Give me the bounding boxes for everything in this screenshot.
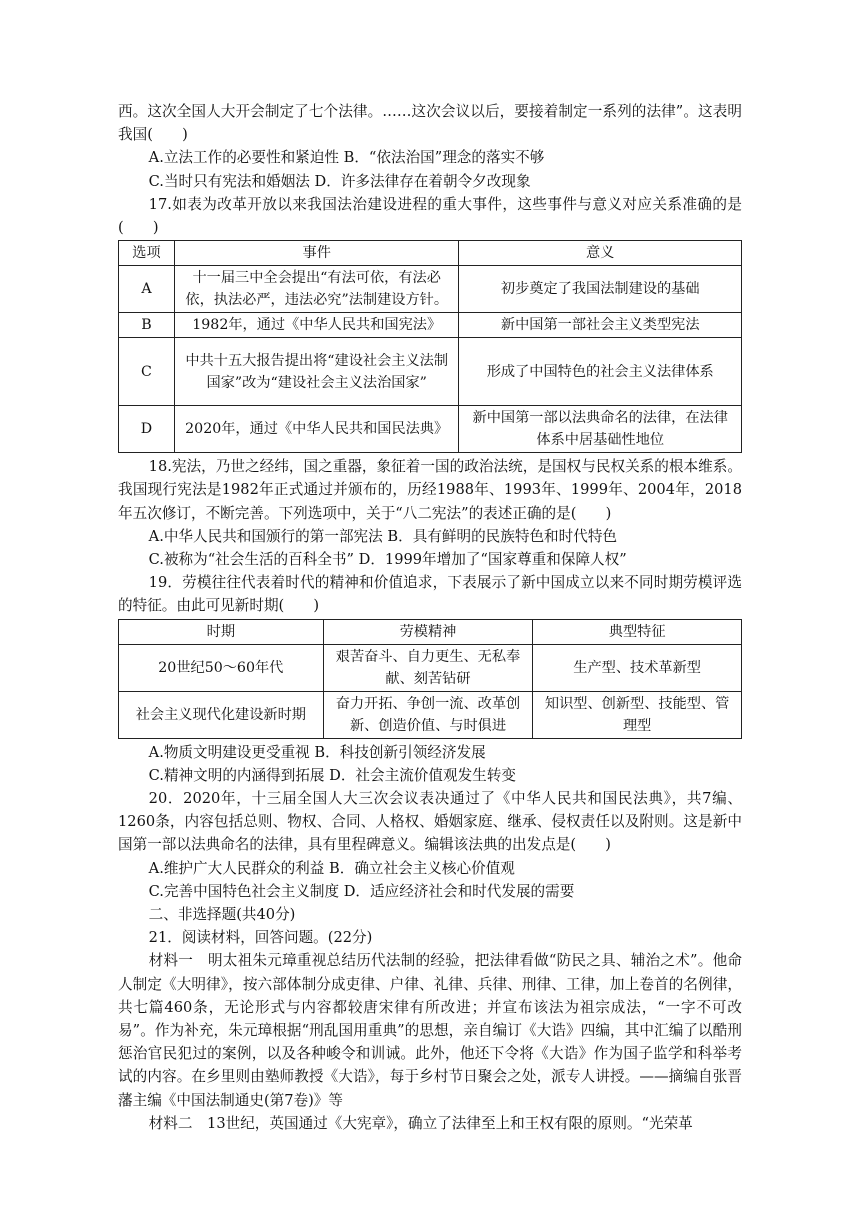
table-cell-spirit: 艰苦奋斗、自力更生、无私奉献、刻苦钻研 bbox=[323, 644, 533, 691]
q21-stem: 21．阅读材料，回答问题。(22分) bbox=[148, 929, 373, 947]
q20-stem: 20．2020年，十三届全国人大三次会议表决通过了《中华人民共和国民法典》，共7编、1260条，内容包括总则、物权、合同、人格权、婚姻家庭、继承、侵权责任以及附则。这是新中国第一部以法典命名的法律，具有里程碑意义。编辑该法典的出发点是( ) bbox=[118, 790, 742, 854]
table-row bbox=[119, 644, 742, 691]
q20-options-cd: C.完善中国特色社会主义制度 D．适应经济社会和时代发展的需要 bbox=[148, 882, 575, 900]
table-row bbox=[119, 266, 742, 313]
table-row bbox=[119, 406, 742, 453]
table-cell-option: C bbox=[119, 338, 175, 406]
table-cell-event: 1982年，通过《中华人民共和国宪法》 bbox=[174, 313, 459, 338]
q19-stem: 19．劳模往往代表着时代的精神和价值追求，下表展示了新中国成立以来不同时期劳模评选的特征。由此可见新时期( ) bbox=[118, 574, 742, 615]
q19-options-ab: A.物质文明建设更受重视 B．科技创新引领经济发展 bbox=[148, 743, 486, 761]
q18-options-ab: A.中华人民共和国颁行的第一部宪法 B．具有鲜明的民族特色和时代特色 bbox=[148, 527, 618, 545]
table-cell-option: B bbox=[119, 313, 175, 338]
table-cell-meaning: 新中国第一部社会主义类型宪法 bbox=[459, 313, 742, 338]
q18-stem: 18.宪法，乃世之经纬，国之重器，象征着一国的政治法统，是国权与民权关系的根本维系。我国现行宪法是1982年正式通过并颁布的，历经1988年、1993年、1999年、2004年，2018年五次修订，不断完善。下列选项中，关于“八二宪法”的表述正确的是( ) bbox=[118, 458, 742, 522]
table-cell-period: 20世纪50～60年代 bbox=[119, 644, 324, 691]
table-header-cell: 时期 bbox=[119, 619, 324, 644]
table-header-row bbox=[119, 241, 742, 266]
table-header-row bbox=[119, 619, 742, 644]
q16-options-cd: C.当时只有宪法和婚姻法 D．许多法律存在着朝令夕改现象 bbox=[148, 172, 531, 190]
table-cell-meaning: 初步奠定了我国法制建设的基础 bbox=[459, 266, 742, 313]
q19-options-cd: C.精神文明的内涵得到拓展 D．社会主流价值观发生转变 bbox=[148, 766, 516, 784]
table-header-cell: 劳模精神 bbox=[323, 619, 533, 644]
table-cell-spirit: 奋力开拓、争创一流、改革创新、创造价值、与时俱进 bbox=[323, 691, 533, 738]
section-heading: 二、非选择题(共40分) bbox=[148, 906, 296, 924]
table-cell-event: 十一届三中全会提出“有法可依，有法必依，执法必严，违法必究”法制建设方针。 bbox=[174, 266, 459, 313]
table-header-cell: 选项 bbox=[119, 241, 175, 266]
table-row bbox=[119, 338, 742, 406]
q18-options-cd: C.被称为“社会生活的百科全书” D．1999年增加了“国家尊重和保障人权” bbox=[148, 551, 627, 569]
table-cell-feature: 知识型、创新型、技能型、管理型 bbox=[533, 691, 742, 738]
q17-stem: 17.如表为改革开放以来我国法治建设进程的重大事件，这些事件与意义对应关系准确的是( ) bbox=[118, 195, 742, 237]
q16-tail: 西。这次全国人大开会制定了七个法律。……这次会议以后，要接着制定一系列的法律”。这表明我国( ) bbox=[118, 103, 742, 144]
table-cell-meaning: 新中国第一部以法典命名的法律，在法律体系中居基础性地位 bbox=[459, 406, 742, 453]
q19-table bbox=[118, 619, 742, 739]
q16-options-ab: A.立法工作的必要性和紧迫性 B．“依法治国”理念的落实不够 bbox=[148, 149, 545, 167]
table-cell-event: 2020年，通过《中华人民共和国民法典》 bbox=[174, 406, 459, 453]
q21-material-2: 材料二 13世纪，英国通过《大宪章》，确立了法律至上和王权有限的原则。“光荣革 bbox=[148, 1114, 693, 1132]
table-header-cell: 意义 bbox=[459, 241, 742, 266]
table-cell-feature: 生产型、技术革新型 bbox=[533, 644, 742, 691]
q17-table bbox=[118, 240, 742, 453]
table-header-cell: 事件 bbox=[174, 241, 459, 266]
table-row bbox=[119, 313, 742, 338]
table-header-cell: 典型特征 bbox=[533, 619, 742, 644]
table-cell-option: D bbox=[119, 406, 175, 453]
table-cell-period: 社会主义现代化建设新时期 bbox=[119, 691, 324, 738]
table-cell-event: 中共十五大报告提出将“建设社会主义法制国家”改为“建设社会主义法治国家” bbox=[174, 338, 459, 406]
q21-material-1: 材料一 明太祖朱元璋重视总结历代法制的经验，把法律看做“防民之具、辅治之术”。他命人制定《大明律》，按六部体制分成吏律、户律、礼律、兵律、刑律、工律，加上卷首的名例律，共七篇460条，无论形式与内容都较唐宋律有所改进；并宣布该法为祖宗成法，“一字不可改易”。作为补充，朱元璋根据“刑乱国用重典”的思想，亲自编订《大诰》四编，其中汇编了以酷刑惩治官民犯过的案例，以及各种峻令和训诫。此外，他还下令将《大诰》作为国子监学和科举考试的内容。在乡里则由塾师教授《大诰》，每于乡村节日聚会之处，派专人讲授。——摘编自张晋藩主编《中国法制通史(第7卷)》等 bbox=[118, 952, 742, 1109]
table-row bbox=[119, 691, 742, 738]
q20-options-ab: A.维护广大人民群众的利益 B．确立社会主义核心价值观 bbox=[148, 859, 515, 877]
table-cell-meaning: 形成了中国特色的社会主义法律体系 bbox=[459, 338, 742, 406]
table-cell-option: A bbox=[119, 266, 175, 313]
